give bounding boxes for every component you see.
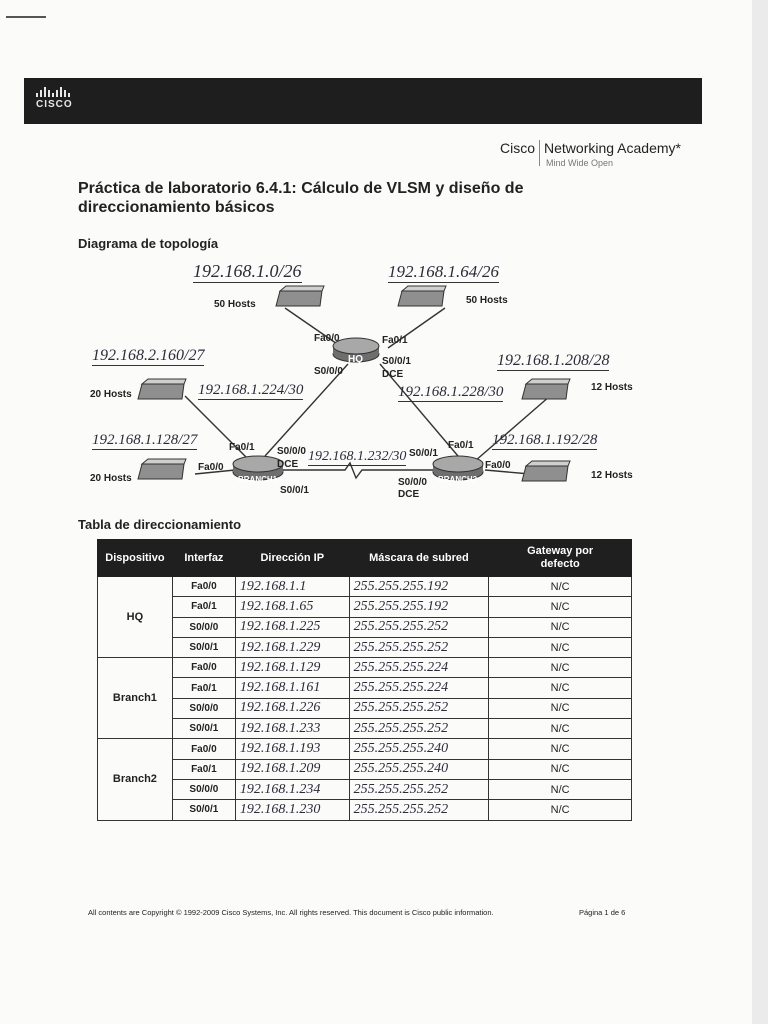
- ip-cell: 192.168.1.65: [235, 597, 349, 617]
- ip-cell: 192.168.1.226: [235, 698, 349, 718]
- device-cell: HQ: [98, 577, 173, 658]
- table-row: [98, 759, 632, 779]
- handwritten-subnet: 192.168.1.228/30: [398, 384, 504, 400]
- gateway-cell: N/C: [489, 800, 632, 820]
- mask-cell: 255.255.255.252: [349, 779, 489, 799]
- interface-cell: Fa0/1: [172, 759, 235, 779]
- academy-brand: Cisco Networking Academy* Mind Wide Open: [500, 140, 681, 168]
- hosts-label: 12 Hosts: [591, 470, 633, 481]
- interface-label: Fa0/0: [314, 333, 340, 344]
- table-row: [98, 698, 632, 718]
- gateway-cell: N/C: [489, 719, 632, 739]
- gateway-cell: N/C: [489, 637, 632, 657]
- gateway-cell: N/C: [489, 577, 632, 597]
- handwritten-subnet: 192.168.1.0/26: [193, 261, 302, 281]
- gateway-cell: N/C: [489, 779, 632, 799]
- copyright-footer: All contents are Copyright © 1992-2009 Cisco Systems, Inc. All rights reserved. This document is Cisco public information.: [88, 908, 494, 917]
- mask-cell: 255.255.255.252: [349, 719, 489, 739]
- mask-cell: 255.255.255.252: [349, 698, 489, 718]
- interface-cell: S0/0/1: [172, 800, 235, 820]
- gateway-cell: N/C: [489, 759, 632, 779]
- brand-academy: Networking Academy: [544, 140, 676, 156]
- mask-cell: 255.255.255.240: [349, 739, 489, 759]
- ip-cell: 192.168.1.193: [235, 739, 349, 759]
- interface-label: Fa0/0: [485, 460, 511, 471]
- router-branch1-label: BRANCH1: [238, 475, 278, 484]
- router-hq-label: HQ: [348, 354, 363, 365]
- interface-cell: S0/0/0: [172, 698, 235, 718]
- ip-cell: 192.168.1.161: [235, 678, 349, 698]
- interface-label: DCE: [277, 459, 299, 470]
- topology-diagram: [80, 256, 680, 516]
- interface-label: DCE: [398, 489, 420, 500]
- hosts-label: 50 Hosts: [466, 295, 508, 306]
- hosts-label: 20 Hosts: [90, 473, 132, 484]
- section-addressing-heading: Tabla de direccionamiento: [78, 517, 242, 532]
- interface-cell: Fa0/0: [172, 658, 235, 678]
- mask-cell: 255.255.255.240: [349, 759, 489, 779]
- handwritten-subnet: 192.168.1.128/27: [92, 432, 198, 448]
- interface-label: S0/0/0: [398, 477, 427, 488]
- interface-cell: Fa0/1: [172, 597, 235, 617]
- interface-label: S0/0/1: [409, 448, 438, 459]
- gateway-cell: N/C: [489, 678, 632, 698]
- cisco-bridge-icon: [36, 87, 73, 97]
- ip-cell: 192.168.1.230: [235, 800, 349, 820]
- mask-cell: 255.255.255.192: [349, 597, 489, 617]
- router-branch2-label: BRANCH2: [438, 475, 478, 484]
- interface-label: S0/0/1: [382, 356, 411, 367]
- ip-cell: 192.168.1.233: [235, 719, 349, 739]
- mask-cell: 255.255.255.252: [349, 800, 489, 820]
- table-row: [98, 617, 632, 637]
- table-row: [98, 577, 632, 597]
- table-row: [98, 597, 632, 617]
- interface-cell: S0/0/0: [172, 617, 235, 637]
- brand-tagline: Mind Wide Open: [546, 158, 614, 168]
- table-row: [98, 678, 632, 698]
- handwritten-subnet: 192.168.1.208/28: [497, 352, 610, 369]
- handwritten-subnet: 192.168.1.192/28: [492, 432, 598, 448]
- mask-cell: 255.255.255.252: [349, 617, 489, 637]
- gateway-cell: N/C: [489, 739, 632, 759]
- table-row: [98, 779, 632, 799]
- device-cell: Branch2: [98, 739, 173, 820]
- page-title: Práctica de laboratorio 6.4.1: Cálculo de VLSM y diseño de direccionamiento básicos: [78, 180, 524, 216]
- scan-mark: [6, 16, 46, 18]
- ip-cell: 192.168.1.225: [235, 617, 349, 637]
- column-header: Gateway por defecto: [489, 540, 632, 577]
- interface-cell: Fa0/0: [172, 577, 235, 597]
- section-topology-heading: Diagrama de topología: [78, 236, 219, 251]
- interface-cell: Fa0/0: [172, 739, 235, 759]
- handwritten-subnet: 192.168.1.232/30: [308, 449, 407, 464]
- gateway-cell: N/C: [489, 617, 632, 637]
- hosts-label: 12 Hosts: [591, 382, 633, 393]
- interface-label: Fa0/1: [382, 335, 408, 346]
- table-row: [98, 739, 632, 759]
- interface-label: S0/0/0: [277, 446, 306, 457]
- interface-cell: S0/0/1: [172, 637, 235, 657]
- interface-cell: S0/0/1: [172, 719, 235, 739]
- page-number: Página 1 de 6: [579, 908, 626, 917]
- ip-cell: 192.168.1.209: [235, 759, 349, 779]
- gateway-cell: N/C: [489, 597, 632, 617]
- table-row: [98, 800, 632, 820]
- handwritten-subnet: 192.168.1.224/30: [198, 382, 304, 398]
- gateway-cell: N/C: [489, 698, 632, 718]
- cisco-banner: [24, 78, 702, 124]
- mask-cell: 255.255.255.224: [349, 658, 489, 678]
- cisco-logo: [36, 87, 73, 110]
- column-header: Dispositivo: [98, 540, 173, 577]
- ip-cell: 192.168.1.129: [235, 658, 349, 678]
- column-header: Interfaz: [172, 540, 235, 577]
- mask-cell: 255.255.255.224: [349, 678, 489, 698]
- ip-cell: 192.168.1.234: [235, 779, 349, 799]
- interface-label: Fa0/1: [448, 440, 474, 451]
- interface-cell: Fa0/1: [172, 678, 235, 698]
- table-row: [98, 637, 632, 657]
- handwritten-subnet: 192.168.2.160/27: [92, 347, 205, 364]
- interface-cell: S0/0/0: [172, 779, 235, 799]
- ip-cell: 192.168.1.1: [235, 577, 349, 597]
- table-row: [98, 719, 632, 739]
- hosts-label: 50 Hosts: [214, 299, 256, 310]
- ip-cell: 192.168.1.229: [235, 637, 349, 657]
- addressing-table: [97, 539, 632, 821]
- column-header: Máscara de subred: [349, 540, 489, 577]
- device-cell: Branch1: [98, 658, 173, 739]
- interface-label: Fa0/1: [229, 442, 255, 453]
- interface-label: S0/0/1: [280, 485, 309, 496]
- interface-label: S0/0/0: [314, 366, 343, 377]
- interface-label: Fa0/0: [198, 462, 224, 473]
- handwritten-subnet: 192.168.1.64/26: [388, 262, 499, 281]
- mask-cell: 255.255.255.252: [349, 637, 489, 657]
- brand-cisco: Cisco: [500, 140, 536, 156]
- hosts-label: 20 Hosts: [90, 389, 132, 400]
- column-header: Dirección IP: [235, 540, 349, 577]
- mask-cell: 255.255.255.192: [349, 577, 489, 597]
- topology-links: [80, 256, 680, 516]
- interface-label: DCE: [382, 369, 404, 380]
- cisco-logo-text: CISCO: [36, 99, 73, 110]
- gateway-cell: N/C: [489, 658, 632, 678]
- table-row: [98, 658, 632, 678]
